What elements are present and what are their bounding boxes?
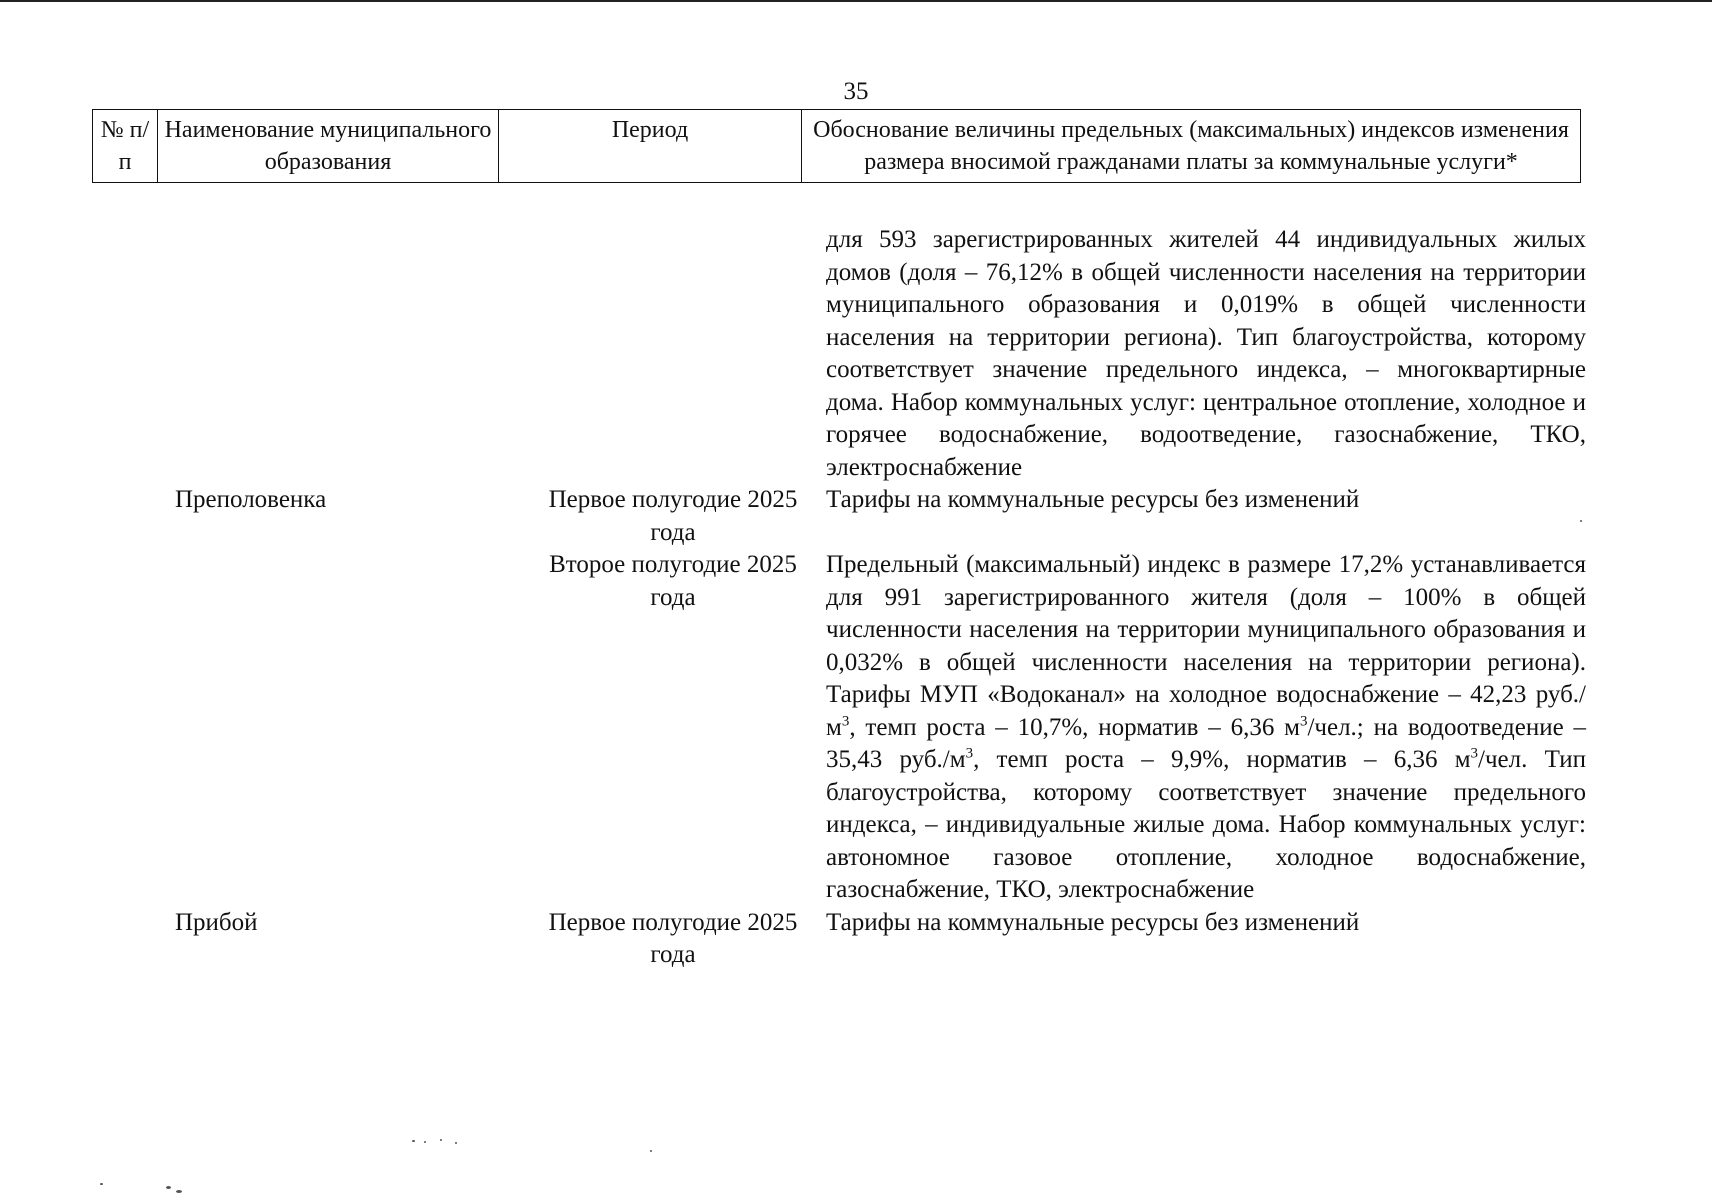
table-row	[92, 484, 1592, 549]
period-cell: Первое полугодие 2025 года	[548, 486, 798, 546]
justification-text: Тарифы на коммунальные ресурсы без изменений	[826, 908, 1360, 936]
municipality-cell: Преполовенка	[175, 486, 327, 513]
header-municipality: Наименование муниципального образования	[158, 110, 499, 183]
table-row	[92, 907, 1592, 968]
header-period: Период	[499, 110, 802, 183]
municipality-cell: Прибой	[175, 908, 258, 936]
justification-text: для 593 зарегистрированных жителей 44 индивидуальных жилых домов (доля – 76,12% в общей численности населения на территории муниципального образования и 0,019% в общей численности населения на территории региона). Тип благоустройства, которому соответствует значение предельного индекса, – многоквартирные дома. Набор коммунальных услуг: центральное отопление, холодное и горячее водоснабжение, водоотведение, газоснабжение, ТКО, электроснабжение	[826, 226, 1586, 481]
period-cell: Второе полугодие 2025 года	[549, 551, 797, 611]
justification-cell	[826, 907, 1586, 940]
table-body	[92, 224, 1592, 968]
scan-edge	[0, 0, 1712, 2]
table-header	[92, 109, 1581, 183]
justification-cell	[826, 484, 1586, 549]
justification-text: Предельный (максимальный) индекс в размере 17,2% устанавливается для 991 зарегистрированного жителя (доля – 100% в общей численности населения на территории муниципального образования и 0,032% в общей численности населения на территории региона). Тарифы МУП «Водоканал» на холодное водоснабжение – 42,23 $руб./м^3$, темп роста – 10,7%, норматив – 6,36 $м^3$/чел.; на водоотведение – 35,43 $руб./м^3$, темп роста – 9,9%, норматив – 6,36 $м^3$/чел. Тип благоустройства, которому соответствует значение предельного индекса, – индивидуальные жилые дома. Набор коммунальных услуг: автономное газовое отопление, холодное водоснабжение, газоснабжение, ТКО, электроснабжение	[826, 551, 1587, 903]
justification-text: Тарифы на коммунальные ресурсы без изменений	[826, 486, 1360, 513]
header-justification: Обоснование величины предельных (максимальных) индексов изменения размера вносимой гражданами платы за коммунальные услуги*	[802, 110, 1581, 183]
period-cell: Первое полугодие 2025 года	[548, 908, 798, 968]
justification-cell	[826, 224, 1586, 484]
header-number: № п/п	[93, 110, 158, 183]
table-row	[92, 549, 1592, 907]
justification-cell	[826, 549, 1586, 907]
table-row	[92, 224, 1592, 484]
page-number: 35	[843, 78, 869, 105]
